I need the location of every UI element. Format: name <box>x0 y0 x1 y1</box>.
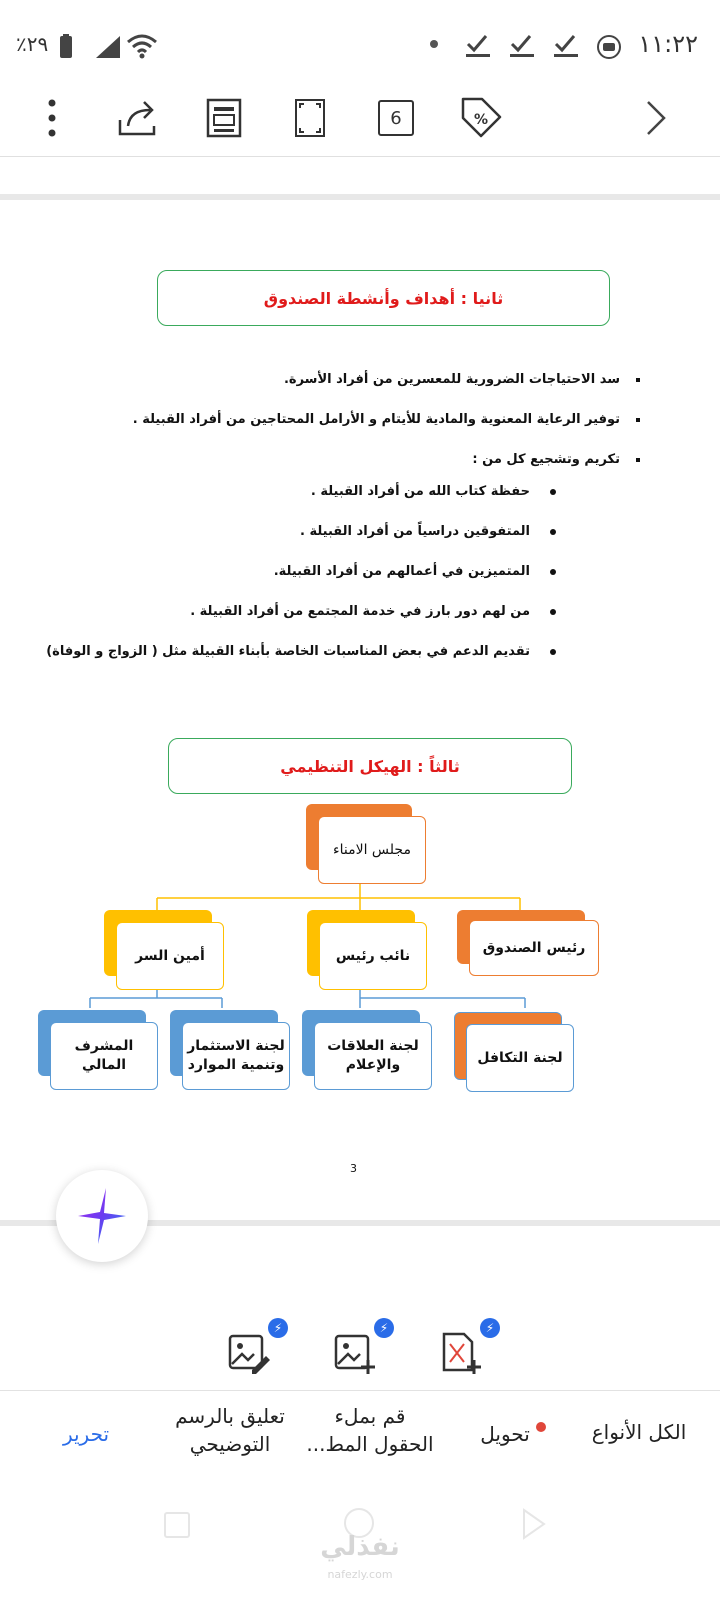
round-bullet-icon <box>550 569 556 575</box>
document-toolbar <box>0 80 720 160</box>
page-separator <box>0 194 720 200</box>
add-image-tool-button[interactable] <box>330 1318 400 1378</box>
list-item: حفظة كتاب الله من أفراد القبيلة . <box>311 484 556 499</box>
tag-percent-icon <box>460 96 504 140</box>
org-node-investment-committee: لجنة الاستثمار وتنمية الموارد <box>182 1022 290 1090</box>
chevron-right-icon <box>644 98 668 138</box>
reading-mode-button[interactable] <box>194 88 254 148</box>
wifi-icon <box>124 30 160 60</box>
list-item: تكريم وتشجيع كل من : <box>472 452 640 467</box>
tag-button[interactable] <box>452 88 512 148</box>
list-item: المتفوقين دراسياً من أفراد القبيلة . <box>300 524 556 539</box>
status-time: ١١:٢٢ <box>638 30 698 58</box>
tab-edit[interactable]: تحرير <box>62 1422 110 1446</box>
page-count-button[interactable] <box>366 88 426 148</box>
square-bullet-icon <box>636 418 640 422</box>
section2-sublist <box>0 480 556 680</box>
recent-apps-button[interactable] <box>164 1512 190 1538</box>
round-bullet-icon <box>550 489 556 495</box>
square-bullet-icon <box>636 458 640 462</box>
premium-badge-icon: ⚡ <box>374 1318 394 1338</box>
fullscreen-button[interactable] <box>280 88 340 148</box>
list-item: من لهم دور بارز في خدمة المجتمع من أفراد القبيلة . <box>190 604 556 619</box>
list-item: سد الاحتياجات الضرورية للمعسرين من أفراد الأسرة. <box>284 372 640 387</box>
more-vertical-icon <box>42 98 62 138</box>
battery-percentage: ٪٢٩ <box>16 32 49 56</box>
sparkle-icon <box>74 1186 130 1246</box>
section3-title-box <box>168 738 572 794</box>
tab-all-types[interactable]: الكل الأنواع <box>591 1420 687 1444</box>
org-node-vice-president: نائب رئيس <box>319 922 427 990</box>
battery-icon <box>56 34 76 60</box>
pdf-add-icon <box>440 1332 482 1374</box>
cellular-signal-icon <box>94 34 122 60</box>
download-done-icon <box>508 32 536 60</box>
download-done-icon <box>552 32 580 60</box>
status-bar <box>0 0 720 80</box>
org-node-secretary: أمين السر <box>116 922 224 990</box>
section2-title-box <box>157 270 610 326</box>
toolbar-divider <box>0 156 720 157</box>
share-icon <box>116 98 160 138</box>
list-item: توفير الرعاية المعنوية والمادية للأيتام و الأرامل المحتاجين من أفراد القبيلة . <box>133 412 640 427</box>
round-bullet-icon <box>550 609 556 615</box>
org-node-relations-committee: لجنة العلاقات والإعلام <box>314 1022 432 1090</box>
watermark-url: nafezly.com <box>327 1568 393 1581</box>
pdf-convert-tool-button[interactable] <box>436 1318 506 1378</box>
square-bullet-icon <box>636 378 640 382</box>
section2-title: ثانيا : أهداف وأنشطة الصندوق <box>263 288 504 308</box>
org-node-solidarity-committee: لجنة التكافل <box>466 1024 574 1092</box>
next-button[interactable] <box>626 88 686 148</box>
new-indicator-dot-icon <box>536 1422 546 1432</box>
system-nav-bar <box>0 1490 720 1600</box>
ai-assistant-button[interactable] <box>56 1170 148 1262</box>
org-node-fund-president: رئيس الصندوق <box>469 920 599 976</box>
page-footer-number: 3 <box>350 1162 357 1175</box>
bottom-divider <box>0 1390 720 1391</box>
org-node-board-of-trustees: مجلس الامناء <box>318 816 426 884</box>
watermark-logo: نفذلي <box>320 1532 400 1562</box>
list-item: المتميزين في أعمالهم من أفراد القبيلة. <box>274 564 556 579</box>
app-notification-icon <box>596 34 622 60</box>
share-button[interactable] <box>108 88 168 148</box>
document-view-icon <box>206 98 242 138</box>
more-options-button[interactable] <box>22 88 82 148</box>
tab-annotate-drawing[interactable]: تعليق بالرسم التوضيحي <box>175 1404 285 1456</box>
round-bullet-icon <box>550 649 556 655</box>
org-node-financial-supervisor: المشرف المالي <box>50 1022 158 1090</box>
svg-text:%: % <box>474 112 489 128</box>
tab-fill-fields[interactable]: قم بملء الحقول المط... <box>306 1404 434 1456</box>
premium-badge-icon: ⚡ <box>268 1318 288 1338</box>
back-button[interactable] <box>520 1508 548 1540</box>
notification-dot-icon <box>430 40 438 48</box>
list-item: تقديم الدعم في بعض المناسبات الخاصة بأبناء القبيلة مثل ( الزواج و الوفاة) <box>46 644 556 659</box>
premium-badge-icon: ⚡ <box>480 1318 500 1338</box>
page-number-badge: 6 <box>378 100 414 136</box>
draw-image-tool-button[interactable] <box>224 1318 294 1378</box>
fullscreen-icon <box>294 98 326 138</box>
section3-title: ثالثاً : الهيكل التنظيمي <box>280 756 460 776</box>
image-add-icon <box>334 1332 376 1374</box>
tab-convert[interactable]: تحويل <box>460 1420 550 1448</box>
round-bullet-icon <box>550 529 556 535</box>
image-edit-icon <box>228 1332 270 1374</box>
download-done-icon <box>464 32 492 60</box>
